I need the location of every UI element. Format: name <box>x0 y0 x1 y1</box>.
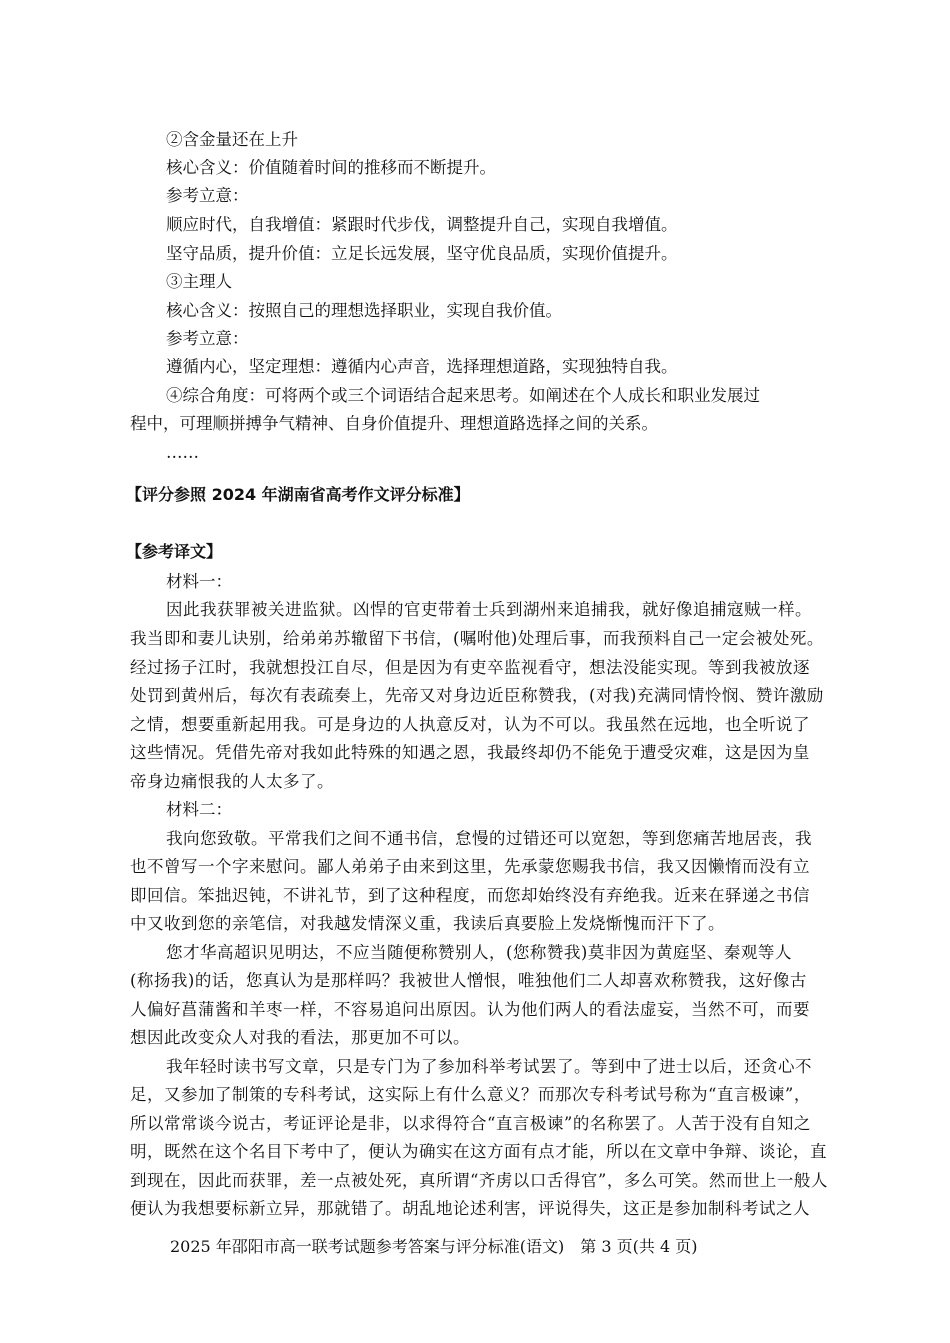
text-line: 核心含义：按照自己的理想选择职业，实现自我价值。 <box>166 301 562 320</box>
text-line: 想因此改变众人对我的看法，那更加不可以。 <box>130 1028 470 1047</box>
text-line: 我当即和妻儿诀别，给弟弟苏辙留下书信，(嘱咐他)处理后事，而我预料自己一定会被处死。 <box>130 629 824 648</box>
text-line: 您才华高超识见明达，不应当随便称赞别人，(您称赞我)莫非因为黄庭坚、秦观等人 <box>166 943 792 962</box>
material-label: 材料二： <box>166 800 232 819</box>
text-line: ②含金量还在上升 <box>166 130 298 149</box>
text-line: 也不曾写一个字来慰问。鄙人弟弟子由来到这里，先承蒙您赐我书信，我又因懒惰而没有立 <box>130 857 810 876</box>
text-line: 顺应时代，自我增值：紧跟时代步伐，调整提升自己，实现自我增值。 <box>166 215 678 234</box>
text-line: 这些情况。凭借先帝对我如此特殊的知遇之恩，我最终却仍不能免于遭受灾难，这是因为皇 <box>130 743 810 762</box>
text-line: 程中，可理顺拼搏争气精神、自身价值提升、理想道路选择之间的关系。 <box>130 414 658 433</box>
text-line: 便认为我想要标新立异，那就错了。胡乱地论述利害，评说得失，这正是参加制科考试之人 <box>130 1199 810 1218</box>
translation-heading: 【参考译文】 <box>126 542 223 561</box>
text-line: 坚守品质，提升价值：立足长远发展，坚守优良品质，实现价值提升。 <box>166 244 678 263</box>
text-line: 明，既然在这个名目下考中了，便认为确实在这方面有点才能，所以在文章中争辩、谈论，直 <box>130 1142 827 1161</box>
text-line: 帝身边痛恨我的人太多了。 <box>130 772 334 791</box>
text-line: 之情，想要重新起用我。可是身边的人执意反对，认为不可以。我虽然在远地，也全听说了 <box>130 715 810 734</box>
text-line: …… <box>166 443 199 462</box>
page-footer: 2025 年邵阳市高一联考试题参考答案与评分标准(语文) 第 3 页(共 4 页) <box>170 1237 698 1256</box>
text-line: (称扬我)的话，您真认为是那样吗？我被世人憎恨，唯独他们二人却喜欢称赞我，这好像古 <box>130 971 807 990</box>
text-line: 经过扬子江时，我就想投江自尽，但是因为有吏卒监视看守，想法没能实现。等到我被放逐 <box>130 658 810 677</box>
scoring-heading: 【评分参照 2024 年湖南省高考作文评分标准】 <box>126 485 470 504</box>
text-line: 足，又参加了制策的专科考试，这实际上有什么意义？而那次专科考试号称为“直言极谏”， <box>130 1085 811 1104</box>
text-line: 中又收到您的亲笔信，对我越发情深义重，我读后真要脸上发烧惭愧而汗下了。 <box>130 914 725 933</box>
text-line: 即回信。笨拙迟钝，不讲礼节，到了这种程度，而您却始终没有弃绝我。近来在驿递之书信 <box>130 886 810 905</box>
text-line: 核心含义：价值随着时间的推移而不断提升。 <box>166 158 496 177</box>
text-line: 我向您致敬。平常我们之间不通书信，怠慢的过错还可以宽恕，等到您痛苦地居丧，我 <box>166 829 812 848</box>
text-line: 因此我获罪被关进监狱。凶悍的官吏带着士兵到湖州来追捕我，就好像追捕寇贼一样。 <box>166 600 812 619</box>
text-line: 遵循内心，坚定理想：遵循内心声音，选择理想道路，实现独特自我。 <box>166 357 678 376</box>
text-line: 参考立意： <box>166 329 249 348</box>
text-line: ③主理人 <box>166 272 232 291</box>
text-line: 人偏好菖蒲酱和羊枣一样，不容易追问出原因。认为他们两人的看法虚妄，当然不可，而要 <box>130 1000 810 1019</box>
text-line: 到现在，因此而获罪，差一点被处死，真所谓“齐虏以口舌得官”，多么可笑。然而世上一般人 <box>130 1171 828 1190</box>
text-line: 参考立意： <box>166 186 249 205</box>
text-line: 所以常常谈今说古，考证评论是非，以求得符合“直言极谏”的名称罢了。人苦于没有自知之 <box>130 1114 811 1133</box>
material-label: 材料一： <box>166 572 232 591</box>
text-line: 我年轻时读书写文章，只是专门为了参加科举考试罢了。等到中了进士以后，还贪心不 <box>166 1057 812 1076</box>
text-line: 处罚到黄州后，每次有表疏奏上，先帝又对身边近臣称赞我，(对我)充满同情怜悯、赞许激励 <box>130 686 824 705</box>
text-line: ④综合角度：可将两个或三个词语结合起来思考。如阐述在个人成长和职业发展过 <box>166 386 760 405</box>
